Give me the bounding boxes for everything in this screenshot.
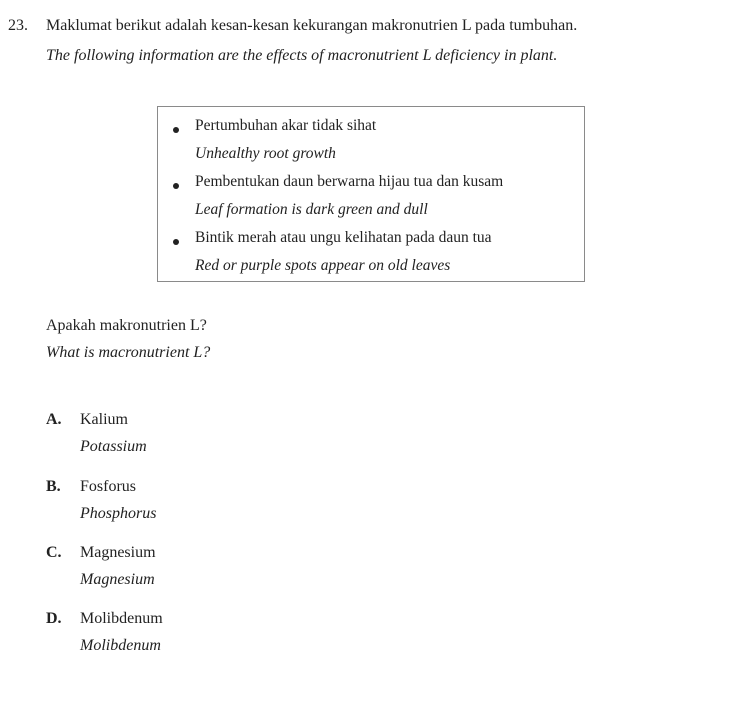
info-item-malay: Pertumbuhan akar tidak sihat xyxy=(195,117,377,134)
deficiency-info-box xyxy=(157,106,585,282)
option-label-english: Molibdenum xyxy=(80,637,161,654)
question-number: 23. xyxy=(8,17,28,34)
bullet-icon xyxy=(173,183,179,189)
option-label-english: Potassium xyxy=(80,438,147,455)
option-letter: B. xyxy=(46,478,61,495)
question-stem-english: The following information are the effects of macronutrient L deficiency in plant. xyxy=(46,47,558,64)
option-label-malay: Molibdenum xyxy=(80,610,163,627)
option-letter: A. xyxy=(46,411,62,428)
info-item-english: Red or purple spots appear on old leaves xyxy=(195,257,451,274)
info-item-english: Unhealthy root growth xyxy=(195,145,336,162)
option-letter: C. xyxy=(46,544,62,561)
prompt-malay: Apakah makronutrien L? xyxy=(46,317,207,334)
info-item-malay: Bintik merah atau ungu kelihatan pada daun tua xyxy=(195,229,492,246)
option-label-malay: Magnesium xyxy=(80,544,156,561)
option-letter: D. xyxy=(46,610,62,627)
option-label-malay: Fosforus xyxy=(80,478,137,495)
info-item-malay: Pembentukan daun berwarna hijau tua dan kusam xyxy=(195,173,504,190)
bullet-icon xyxy=(173,239,179,245)
prompt-english: What is macronutrient L? xyxy=(46,344,211,361)
option-label-english: Phosphorus xyxy=(80,505,157,522)
option-label-english: Magnesium xyxy=(80,571,155,588)
bullet-icon xyxy=(173,127,179,133)
question-stem-malay: Maklumat berikut adalah kesan-kesan kekurangan makronutrien L pada tumbuhan. xyxy=(46,17,578,34)
option-label-malay: Kalium xyxy=(80,411,128,428)
info-item-english: Leaf formation is dark green and dull xyxy=(195,201,428,218)
